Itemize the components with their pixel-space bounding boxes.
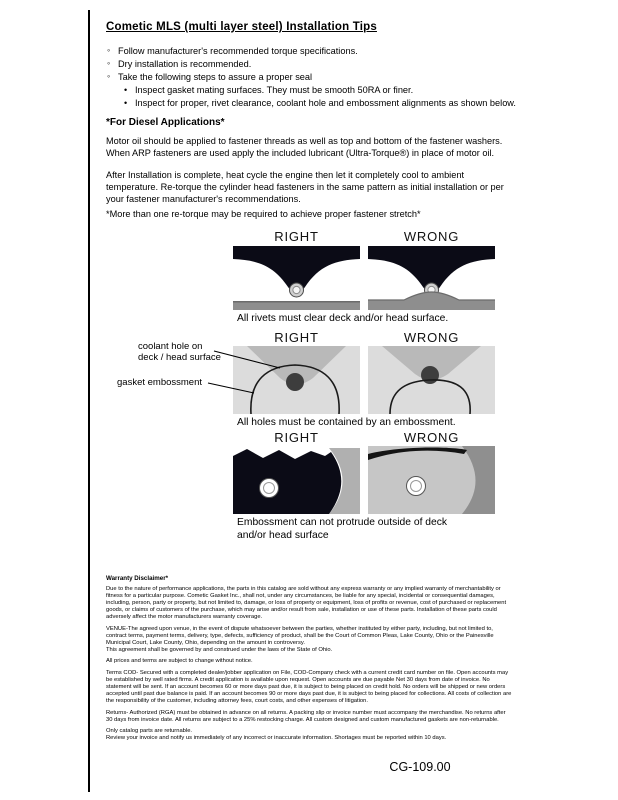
right-label: RIGHT [274,430,319,445]
warranty-paragraph: This agreement shall be governed by and construed under the laws of the State of Ohio. [106,647,333,654]
gasket-body [233,449,341,514]
diagram-hole-wrong-panel [368,346,495,414]
diesel-paragraph-oil: Motor oil should be applied to fastener threads as well as top and bottom of the fastener washers. When ARP fasteners are used apply the included lubricant (Ultra-Torque®) in place of motor oil. [106,136,503,158]
pointer-line-coolant [214,351,280,368]
tips-list [106,45,546,109]
warranty-paragraph: All prices and terms are subject to change without notice. [106,658,253,665]
tip-item: ◦ Follow manufacturer's recommended torque specifications. [106,45,546,58]
diagram-rivet-right [233,246,360,310]
diagram-rivet-wrong-panel [368,246,495,310]
page-title: Cometic MLS (multi layer steel) Installation Tips [106,21,377,33]
tip-item: ◦ Dry installation is recommended. [106,58,546,71]
retorque-note: *More than one re-torque may be required to achieve proper fastener stretch* [106,209,421,219]
pointer-line-embossment [208,383,254,393]
diesel-paragraph-retorque: After Installation is complete, heat cycle the engine then let it completely cool to ambient temperature. Re-torque the cylinder head fasteners in the same pattern as initial installation or per your fastener manufacturer's recommendations. [106,170,504,204]
tip-sub-item: • Inspect gasket mating surfaces. They must be smooth 50RA or finer. [123,84,546,97]
diagram-rivet-wrong [368,246,495,310]
diagram-hole-wrong [368,346,495,414]
warranty-paragraph: Terms COD- Secured with a completed dealer/jobber application on File, COD-Company check with a current credit card number on file. Open accounts may be established by well rated firms. A credit application is available upon request. Open accounts are due payable Net 30 days from date of invoice. No statement will be sent. If an account becomes 60 or more days past due, it is subject to being placed on credit hold. No orders will be shipped or new orders accepted until past due balance is paid. If an account becomes 90 or more days past due, it is subject to being placed for collections. All costs of collection are the responsibility of the customer, including attorney fees, court costs, and other expenses of litigation. [106,669,512,705]
wrong-label: WRONG [403,430,460,445]
left-border-rule [88,10,90,792]
diesel-section-heading: *For Diesel Applications* [106,117,225,128]
warranty-paragraph: VENUE-The agreed upon venue, in the event of dispute whatsoever between the parties, whether instituted by either party, including, but not limited to, contract terms, payment terms, delivery, type, defects, sufficiency of product, shall be the Court of Common Pleas, Lake County, Ohio or the Painesville Municipal Court, Lake County, Ohio, depending on the amount in controversy. [106,625,494,646]
right-label: RIGHT [274,330,319,345]
right-label: RIGHT [274,229,319,244]
pointer-lines [205,345,315,400]
diagram-edge-right [233,446,360,514]
diagram-caption: All holes must be contained by an embossment. [237,417,456,428]
diagram-caption: Embossment can not protrude outside of deck and/or head surface [237,517,448,541]
warranty-paragraph: Review your invoice and notify us immediately of any incorrect or inaccurate information. Shortages must be reported within 10 days. [106,735,447,742]
coolant-hole-label: coolant hole on deck / head surface [138,341,221,364]
wrong-label: WRONG [403,330,460,345]
diagram-edge-wrong [368,446,495,514]
gasket-embossment-label: gasket embossment [117,377,203,388]
warranty-paragraph: Returns- Authorized (RGA) must be obtained in advance on all returns. A packing slip or invoice number must accompany the merchandise. No returns after 30 days from invoice date. All returns are subject to a 25% restocking charge. All custom designed and custom manufactured gaskets are non-returnable. [106,709,506,723]
wrong-label: WRONG [403,229,460,244]
warranty-section [106,575,512,742]
page-code: CG-109.00 [389,760,451,774]
tip-item: ◦ Take the following steps to assure a proper seal [106,71,546,84]
warranty-heading: Warranty Disclaimer* [106,575,169,582]
diagram-caption: All rivets must clear deck and/or head surface. [237,313,449,324]
coolant-hole [421,366,439,384]
diagram-rivet-right-panel [233,246,360,310]
warranty-paragraph: Due to the nature of performance applications, the parts in this catalog are sold without any express warranty or any implied warranty of merchantability or fitness for a particular purpose. Cometic Gasket Inc., shall not, under any circumstances, be liable for any special, incidental or consequential damages, including, person, party or property, but not limited to, damage, or loss of property or equipment, loss of profits or revenue, cost of purchased or replacement goods, or claims of customers of the purchase, which may arise and/or result from sale, installation or use of these parts. Installation of these parts could adversely affect the motor manufacturers warranty coverage. [106,585,507,621]
warranty-paragraph: Only catalog parts are returnable. [106,727,193,734]
diagram-edge-wrong-panel [368,446,495,514]
diagram-edge-right-panel [233,446,360,514]
tip-sub-item: • Inspect for proper, rivet clearance, coolant hole and embossment alignments as shown below. [123,97,546,110]
